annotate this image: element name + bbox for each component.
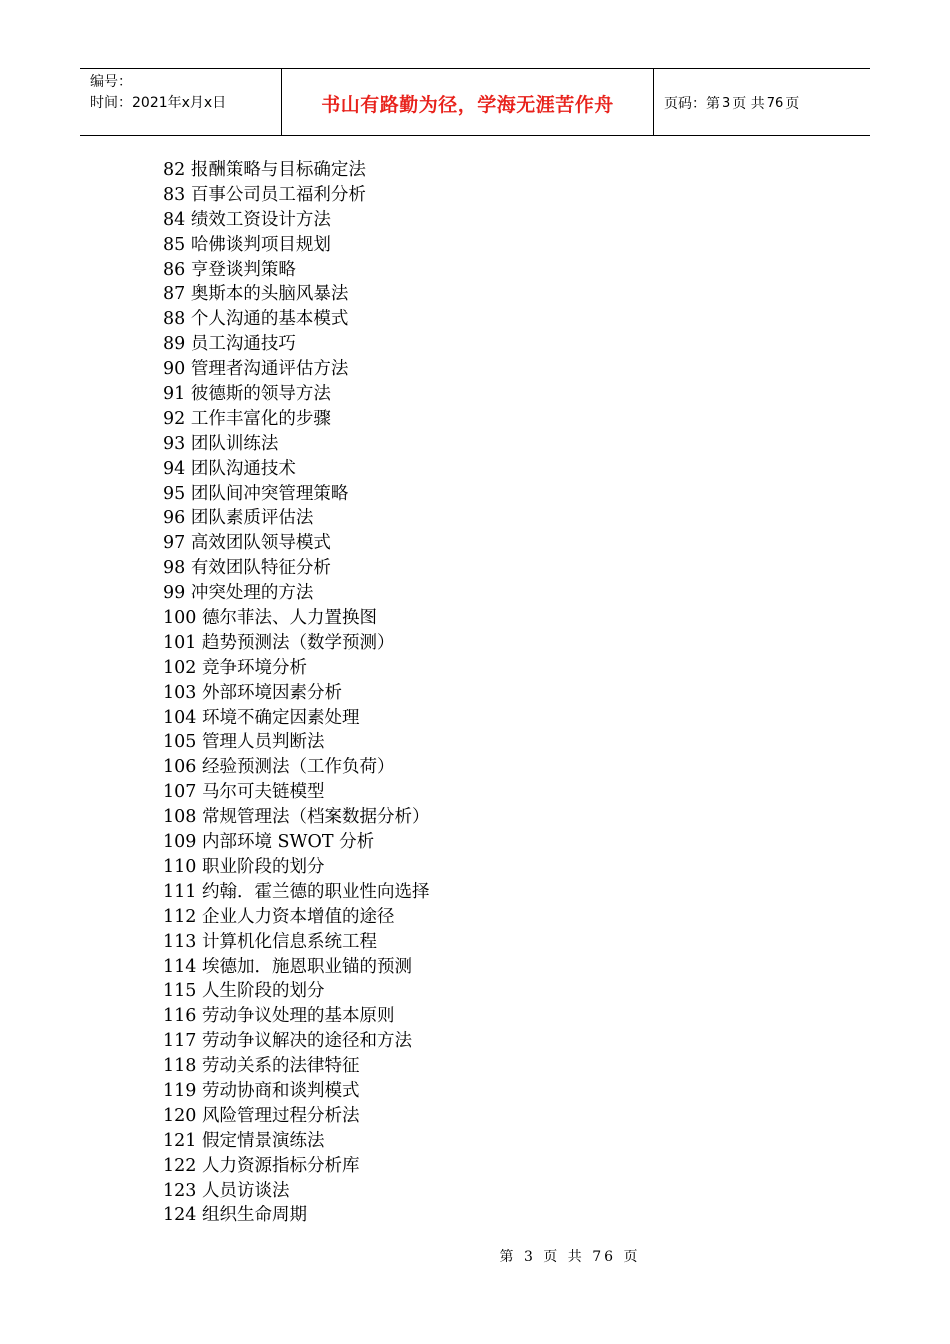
list-item: 116 劳动争议处理的基本原则 <box>163 1006 395 1027</box>
list-item: 92 工作丰富化的步骤 <box>163 408 331 429</box>
list-item: 87 奥斯本的头脑风暴法 <box>163 284 349 305</box>
list-item: 110 职业阶段的划分 <box>163 856 325 877</box>
header-meta <box>80 69 282 135</box>
list-item: 83 百事公司员工福利分析 <box>163 184 366 205</box>
list-item: 115 人生阶段的划分 <box>163 981 325 1002</box>
page-current: 3 <box>722 95 731 111</box>
page-header <box>80 68 870 136</box>
list-item: 94 团队沟通技术 <box>163 458 296 479</box>
list-item: 85 哈佛谈判项目规划 <box>163 234 331 255</box>
list-item: 111 约翰．霍兰德的职业性向选择 <box>163 881 430 902</box>
header-motto: 书山有路勤为径，学海无涯苦作舟 <box>282 69 654 135</box>
page-prefix: 页码：第 <box>664 96 720 112</box>
page-suffix: 页 <box>785 96 800 112</box>
list-item: 96 团队素质评估法 <box>163 508 314 529</box>
list-item: 121 假定情景演练法 <box>163 1130 325 1151</box>
list-item: 102 竞争环境分析 <box>163 657 307 678</box>
list-item: 100 德尔菲法、人力置换图 <box>163 608 377 629</box>
list-item: 108 常规管理法（档案数据分析） <box>163 807 430 828</box>
list-item: 107 马尔可夫链模型 <box>163 782 325 803</box>
list-item: 88 个人沟通的基本模式 <box>163 309 349 330</box>
list-item: 93 团队训练法 <box>163 433 279 454</box>
list-item: 91 彼德斯的领导方法 <box>163 384 331 405</box>
document-number-label: 编号： <box>90 74 132 90</box>
list-item: 122 人力资源指标分析库 <box>163 1155 360 1176</box>
list-item: 89 员工沟通技巧 <box>163 334 296 355</box>
page-mid: 页 共 <box>732 96 765 112</box>
list-item: 112 企业人力资本增值的途径 <box>163 906 395 927</box>
list-item: 123 人员访谈法 <box>163 1180 290 1201</box>
list-item: 105 管理人员判断法 <box>163 732 325 753</box>
list-item: 120 风险管理过程分析法 <box>163 1105 360 1126</box>
method-list <box>163 158 429 1228</box>
header-page-info <box>654 69 870 135</box>
list-item: 109 内部环境 SWOT 分析 <box>163 832 375 853</box>
list-item: 82 报酬策略与目标确定法 <box>163 160 366 180</box>
list-item: 86 亨登谈判策略 <box>163 259 296 280</box>
list-item: 113 计算机化信息系统工程 <box>163 931 377 952</box>
document-time-label: 时间：2021年x月x日 <box>90 95 227 111</box>
list-item: 124 组织生命周期 <box>163 1205 307 1226</box>
list-item: 99 冲突处理的方法 <box>163 583 314 604</box>
list-item: 84 绩效工资设计方法 <box>163 209 331 230</box>
list-item: 101 趋势预测法（数学预测） <box>163 632 395 653</box>
list-item: 97 高效团队领导模式 <box>163 533 331 554</box>
page-footer: 第 3 页 共 76 页 <box>499 1249 641 1265</box>
list-item: 90 管理者沟通评估方法 <box>163 359 349 380</box>
list-item: 119 劳动协商和谈判模式 <box>163 1080 360 1101</box>
list-item: 103 外部环境因素分析 <box>163 682 342 703</box>
list-item: 117 劳动争议解决的途径和方法 <box>163 1031 412 1052</box>
list-item: 98 有效团队特征分析 <box>163 558 331 579</box>
list-item: 95 团队间冲突管理策略 <box>163 483 349 504</box>
list-item: 104 环境不确定因素处理 <box>163 707 360 728</box>
page-total: 76 <box>766 95 784 111</box>
list-item: 106 经验预测法（工作负荷） <box>163 757 395 778</box>
list-item: 114 埃德加．施恩职业锚的预测 <box>163 956 412 977</box>
list-item: 118 劳动关系的法律特征 <box>163 1056 360 1077</box>
